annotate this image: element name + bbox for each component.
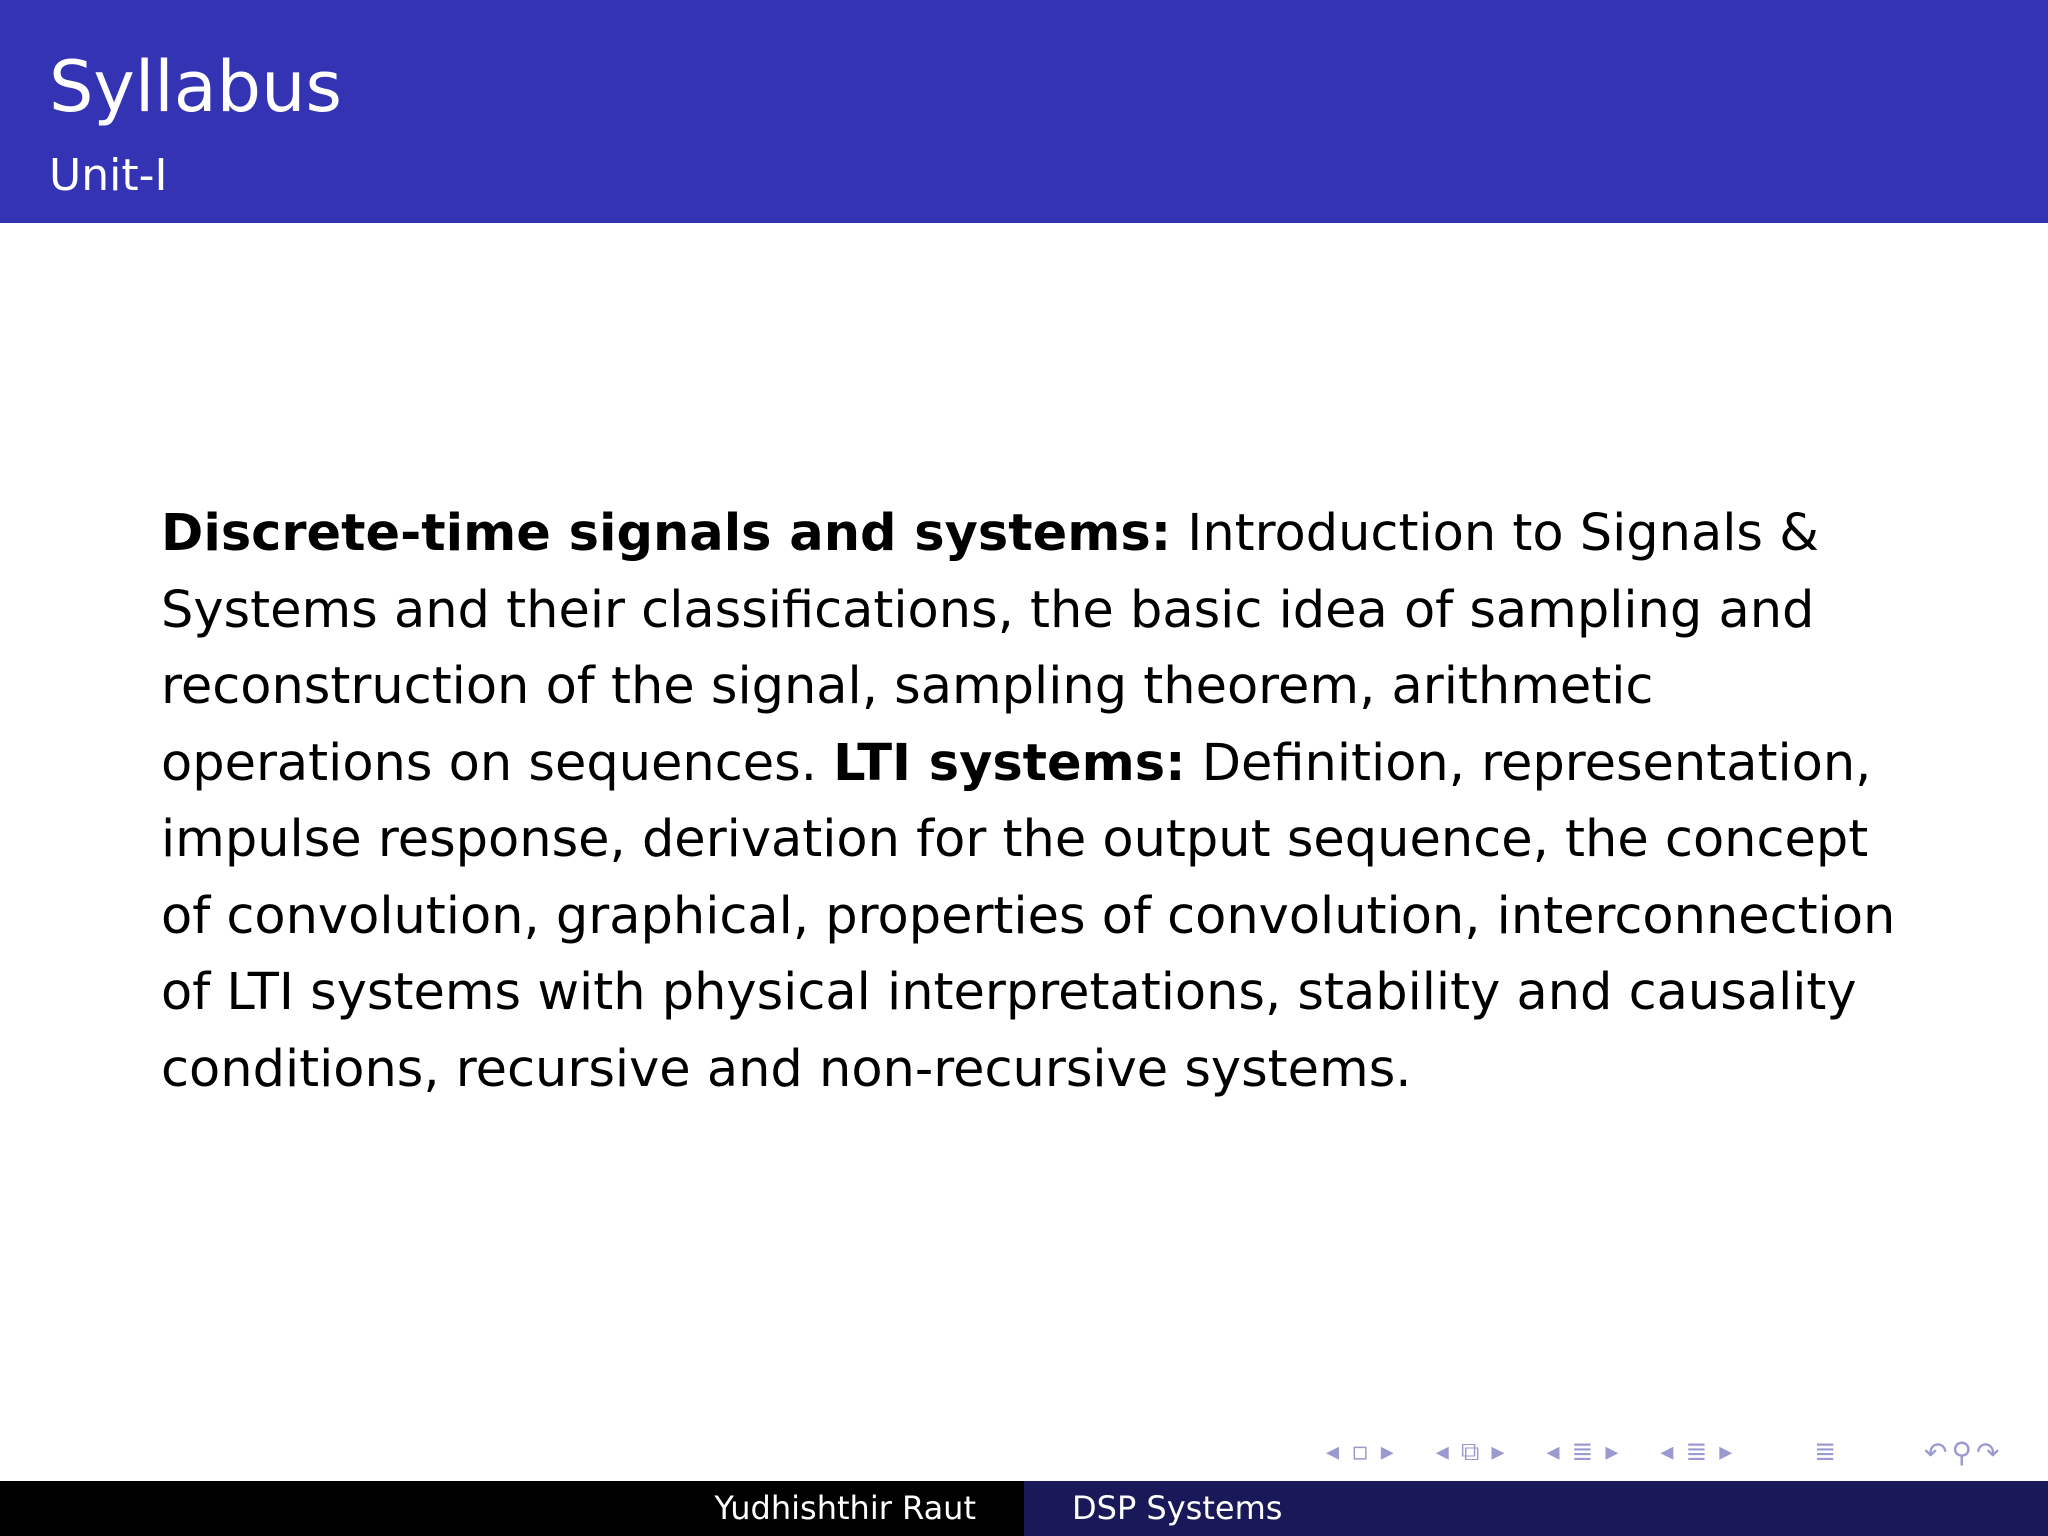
presentation-icon[interactable]: ≣ bbox=[1685, 1437, 1708, 1467]
nav-presentation-group bbox=[1654, 1437, 1738, 1467]
section-icon[interactable]: ≣ bbox=[1571, 1437, 1594, 1467]
section-next-arrow-icon[interactable]: ▸ bbox=[1605, 1437, 1619, 1467]
heading-lti-systems: LTI systems: bbox=[833, 733, 1186, 793]
presentation-next-arrow-icon[interactable]: ▸ bbox=[1719, 1437, 1733, 1467]
footer-author: Yudhishthir Raut bbox=[714, 1489, 976, 1527]
footer-author-panel bbox=[0, 1481, 1024, 1536]
undo-icon[interactable]: ↶ bbox=[1924, 1435, 1948, 1469]
text-discrete-time: Introduction to Signals & Systems and their classifications, the basic idea of sampling and reconstruction of the signal, sampling theorem, arithmetic operations on sequences. bbox=[161, 504, 1819, 793]
subsection-prev-arrow-icon[interactable]: ◂ bbox=[1435, 1437, 1449, 1467]
slide-title: Syllabus bbox=[49, 46, 342, 128]
footer-course-panel bbox=[1024, 1481, 2048, 1536]
nav-subsection-group bbox=[1430, 1437, 1511, 1468]
slide-footer bbox=[0, 1481, 2048, 1536]
nav-section-group bbox=[1540, 1437, 1624, 1467]
slide-header bbox=[0, 0, 2048, 223]
redo-icon[interactable]: ↷ bbox=[1975, 1435, 2000, 1469]
section-prev-arrow-icon[interactable]: ◂ bbox=[1546, 1437, 1560, 1467]
frame-icon[interactable]: ▫ bbox=[1351, 1437, 1369, 1467]
presentation-prev-arrow-icon[interactable]: ◂ bbox=[1660, 1437, 1674, 1467]
appendix-icon[interactable]: ≣ bbox=[1814, 1437, 1837, 1467]
frame-prev-arrow-icon[interactable]: ◂ bbox=[1326, 1437, 1340, 1467]
subsection-next-arrow-icon[interactable]: ▸ bbox=[1491, 1437, 1505, 1467]
subsection-icon[interactable]: ⧉ bbox=[1460, 1436, 1480, 1467]
nav-appendix-group bbox=[1808, 1437, 1842, 1467]
syllabus-paragraph bbox=[161, 496, 1901, 1108]
heading-discrete-time: Discrete-time signals and systems: bbox=[161, 504, 1172, 563]
nav-frame-group bbox=[1320, 1437, 1400, 1467]
beamer-navigation bbox=[1320, 1432, 1872, 1472]
slide-subtitle: Unit-I bbox=[49, 150, 168, 201]
footer-course: DSP Systems bbox=[1072, 1489, 1283, 1527]
frame-next-arrow-icon[interactable]: ▸ bbox=[1380, 1437, 1394, 1467]
text-lti-systems: Definition, representation, impulse response, derivation for the output sequence, the concept of convolution, graphical, properties of convolution, interconnection of LTI systems with physical interpretations, stability and causality conditions, recursive and non-recursive systems. bbox=[161, 733, 1896, 1099]
search-icon[interactable]: ⚲ bbox=[1951, 1435, 1972, 1469]
beamer-search-controls bbox=[1922, 1432, 2001, 1472]
